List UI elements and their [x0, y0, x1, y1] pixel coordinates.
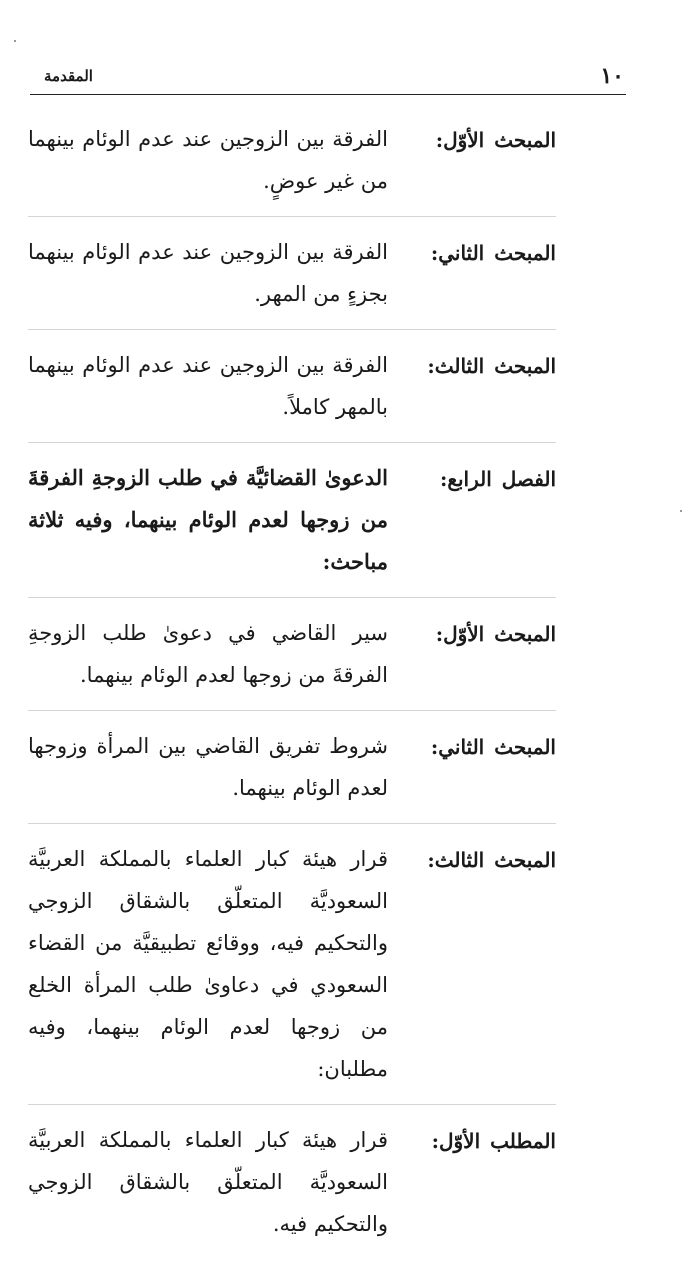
toc-entry: [28, 118, 556, 217]
entry-text: الفرقة بين الزوجين عند عدم الوئام بينهما بجزءٍ من المهر.: [28, 240, 388, 306]
table-of-contents: [28, 118, 556, 1273]
entry-label: المطلب الأوّل:: [431, 1129, 556, 1153]
entry-label: المبحث الأوّل:: [435, 622, 556, 646]
margin-speck: [14, 40, 16, 42]
page-header: [30, 58, 626, 95]
entry-label: المبحث الثاني:: [430, 241, 556, 265]
toc-entry: [28, 1119, 556, 1259]
entry-label: الفصل الرابع:: [439, 467, 556, 491]
toc-entry: [28, 231, 556, 330]
toc-entry-chapter: [28, 457, 556, 598]
toc-entry: [28, 344, 556, 443]
entry-text: قرار هيئة كبار العلماء بالمملكة العربيَّة السعوديَّة المتعلّق بالشقاق الزوجي والتحكيم فيه، ووقائع تطبيقيَّة من القضاء السعودي في دعاوىٰ طلب المرأة الخلع من زوجها لعدم الوئام بينهما، وفيه مطلبان:: [28, 847, 388, 1081]
entry-text: قرار هيئة كبار العلماء بالمملكة العربيَّة السعوديَّة المتعلّق بالشقاق الزوجي والتحكيم فيه.: [28, 1128, 388, 1236]
entry-text: سير القاضي في دعوىٰ طلب الزوجةِ الفرقةَ من زوجها لعدم الوئام بينهما.: [28, 621, 388, 687]
entry-label: المبحث الثاني:: [430, 735, 556, 759]
entry-text: الدعوىٰ القضائيَّة في طلب الزوجةِ الفرقةَ من زوجها لعدم الوئام بينهما، وفيه ثلاثة مباحث:: [28, 465, 388, 574]
running-title: المقدمة: [44, 67, 93, 85]
toc-entry: [28, 725, 556, 824]
entry-label: المبحث الثالث:: [427, 848, 556, 872]
entry-text: الفرقة بين الزوجين عند عدم الوئام بينهما بالمهر كاملاً.: [28, 353, 388, 419]
toc-entry: [28, 838, 556, 1105]
entry-text: الفرقة بين الزوجين عند عدم الوئام بينهما من غير عوضٍ.: [28, 127, 388, 193]
entry-text: شروط تفريق القاضي بين المرأة وزوجها لعدم الوئام بينهما.: [28, 734, 388, 800]
margin-speck: [680, 510, 682, 512]
toc-entry: [28, 612, 556, 711]
entry-label: المبحث الثالث:: [427, 354, 556, 378]
entry-label: المبحث الأوّل:: [435, 128, 556, 152]
page-number: ١٠: [600, 63, 624, 89]
